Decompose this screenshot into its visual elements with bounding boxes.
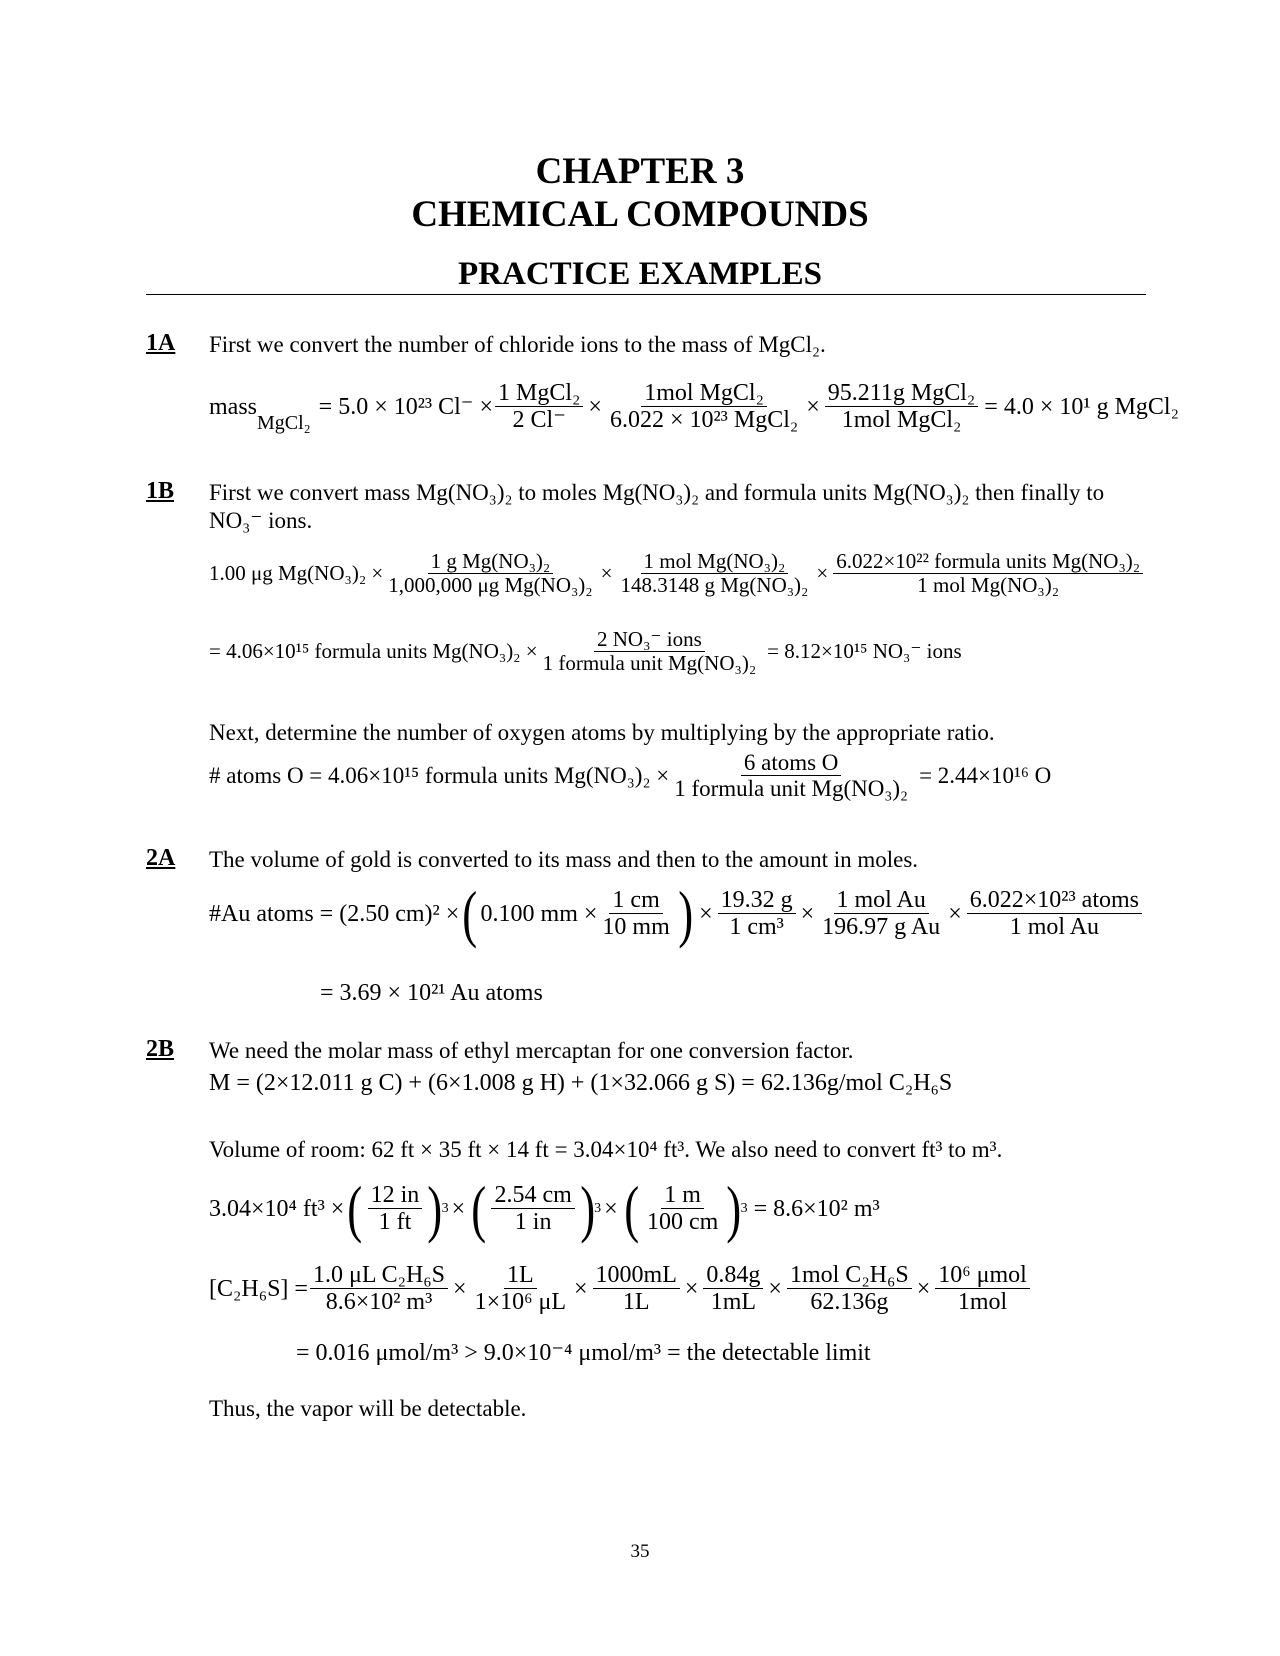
eq-1a-lhs-sub: MgCl₂ [257,411,311,434]
equation-1b-3 [209,750,1051,802]
eq-2a-start: #Au atoms = (2.50 cm)² × [209,900,460,927]
equation-2b-conversion: 3.04×10⁴ ft³ × ( $\frac{12 in}{1 ft}$ ) 3 × ( $\frac{2.54 cm}{1 in}$ ) 3 × ( $\frac{1 m}{100 cm}$ ) 3 = 8.6×10² m³ [209,1173,880,1244]
eq-2b-conc-start: [C₂H₆S] = [209,1275,308,1302]
problem-1b-intro-line1: First we convert mass Mg(NO₃)₂ to moles Mg(NO₃)₂ and formula units Mg(NO₃)₂ then finally to [209,480,1105,505]
fraction: $\frac{\text{2 NO₃⁻ ions}}{\text{1 formula unit Mg(NO₃)₂}}$ [542,627,757,676]
eq-1b-3-start: # atoms O = 4.06×10¹⁵ formula units Mg(NO₃)₂ × [209,763,670,789]
problem-label-2b: 2B [146,1036,175,1062]
fraction: $\frac{\text{1.0 μL C₂H₆S}}{\text{8.6×10² m³}}$ [310,1262,448,1316]
equation-2a: #Au atoms = (2.50 cm)² × ( 0.100 mm × $\frac{1 cm}{10 mm}$ ) × $\frac{19.32 g}{\text{1 cm³}}$ × $\frac{\text{1 mol Au}}{\text{196.97 g Au}}$ × $\frac{\text{6.022×10²³ atoms}}{\text{1 mol Au}}$ [209,885,1144,943]
fraction: $\frac{\text{6.022×10²² formula units Mg(NO₃)₂}}{\text{1 mol Mg(NO₃)₂}}$ [833,550,1143,597]
exponent: 3 [740,1201,748,1217]
fraction: $\frac{\text{1 MgCl₂}}{2 Cl^-}$ [495,380,583,434]
problem-1a-intro: First we convert the number of chloride ions to the mass of MgCl₂. [209,332,826,357]
problem-label-1b: 1B [146,478,175,504]
eq-1a-result: = 4.0 × 10¹ g MgCl₂ [984,393,1179,420]
eq-1a-lhs: mass [209,393,257,420]
fraction: $\frac{1 m}{100 cm}$ [646,1181,719,1236]
equation-2a-result: = 3.69 × 10²¹ Au atoms [320,980,543,1006]
exponent: 3 [594,1201,602,1217]
fraction: $\frac{1000mL}{1L}$ [593,1262,680,1316]
exponent: 3 [441,1201,449,1217]
eq-2b-conv-result: = 8.6×10² m³ [753,1195,880,1222]
fraction: $\frac{\text{1 mol Mg(NO₃)₂}}{\text{148.3148 g Mg(NO₃)₂}}$ [620,549,809,598]
eq-1b-2-result: = 8.12×10¹⁵ NO₃⁻ ions [767,639,962,664]
equation-2b-concentration: [C₂H₆S] = $\frac{\text{1.0 μL C₂H₆S}}{\text{8.6×10² m³}}$ × $\frac{1L}{\text{1×10⁶ μL}}$ × $\frac{1000mL}{1L}$ × $\frac{0.84g}{1mL}$ × $\frac{\text{1mol C₂H₆S}}{62.136g}$ × $\frac{\text{10⁶ μmol}}{\text{1mol}}$ [209,1262,1032,1316]
fraction: $\frac{\text{10⁶ μmol}}{\text{1mol}}$ [935,1262,1030,1316]
equation-2b-conc-result: = 0.016 μmol/m³ > 9.0×10⁻⁴ μmol/m³ = the detectable limit [296,1340,871,1366]
chapter-subtitle: CHEMICAL COMPOUNDS [411,194,869,235]
eq-2a-inner: 0.100 mm × [480,900,598,927]
eq-1b-3-result: = 2.44×10¹⁶ O [919,763,1052,789]
fraction: $\frac{\text{1mol MgCl₂}}{\text{6.022 × 10²³ MgCl₂}}$ [609,380,799,434]
fraction: $\frac{\text{1 g Mg(NO₃)₂}}{\text{1,000,000 μg Mg(NO₃)₂}}$ [388,549,593,598]
fraction: $\frac{12 in}{1 ft}$ [368,1182,423,1236]
page-number: 35 [630,1541,650,1562]
problem-2b-conclusion: Thus, the vapor will be detectable. [209,1396,527,1421]
problem-label-2a: 2A [146,845,176,871]
eq-1b-2-start: = 4.06×10¹⁵ formula units Mg(NO₃)₂ × [209,639,538,664]
equation-1b-1: 1.00 μg Mg(NO₃)₂ × $\frac{\text{1 g Mg(NO₃)₂}}{\text{1,000,000 μg Mg(NO₃)₂}}$ × $\frac{\text{1 mol Mg(NO₃)₂}}{\text{148.3148 g Mg(NO₃)₂}}$ × $\frac{\text{6.022×10²² formula units Mg(NO₃)₂}}{\text{1 mol Mg(NO₃)₂}}$ [209,550,1145,597]
fraction: $\frac{19.32 g}{\text{1 cm³}}$ [718,887,796,941]
eq-1a-start: = 5.0 × 10²³ Cl⁻ × [318,393,493,420]
heading-rule [146,294,1146,295]
problem-label-1a: 1A [146,330,176,356]
problem-1b-intro-line2: NO₃⁻ ions. [209,508,313,533]
section-heading: PRACTICE EXAMPLES [458,256,822,292]
fraction: $\frac{1 cm}{10 mm}$ [602,886,670,941]
problem-2b-volume: Volume of room: 62 ft × 35 ft × 14 ft = 3.04×10⁴ ft³. We also need to convert ft³ to m³. [209,1137,1003,1162]
problem-2b-molar-mass: M = (2×12.011 g C) + (6×1.008 g H) + (1×32.066 g S) = 62.136g/mol C₂H₆S [209,1070,953,1096]
problem-2b-intro: We need the molar mass of ethyl mercaptan for one conversion factor. [209,1038,854,1063]
fraction: $\frac{\text{6.022×10²³ atoms}}{\text{1 mol Au}}$ [967,887,1142,941]
equation-1b-2 [209,628,962,675]
eq-2b-conv-start: 3.04×10⁴ ft³ × [209,1195,345,1222]
equation-1a: mass $_{MgCl_2}$ = 5.0 × 10²³ Cl⁻ × $\frac{\text{1 MgCl₂}}{2 Cl^-}$ × $\frac{\text{1mol MgCl₂}}{\text{6.022 × 10²³ MgCl₂}}$ × $\frac{\text{95.211g MgCl₂}}{\text{1mol MgCl₂}}$ = 4.0 × 10¹ g MgCl₂ [209,380,1179,434]
left-paren: ( [462,878,478,949]
fraction: $\frac{\text{6 atoms O}}{\text{1 formula unit Mg(NO₃)₂}}$ [674,750,909,802]
problem-1b-next: Next, determine the number of oxygen atoms by multiplying by the appropriate ratio. [209,720,995,745]
fraction: $\frac{\text{1mol C₂H₆S}}{62.136g}$ [787,1262,912,1316]
right-paren: ) [677,878,693,949]
fraction: $\frac{1L}{\text{1×10⁶ μL}}$ [474,1262,566,1316]
chapter-title: CHAPTER 3 [535,151,745,192]
problem-2a-intro: The volume of gold is converted to its mass and then to the amount in moles. [209,847,919,872]
fraction: $\frac{2.54 cm}{1 in}$ [491,1182,574,1236]
fraction: $\frac{0.84g}{1mL}$ [703,1262,763,1316]
fraction: $\frac{\text{95.211g MgCl₂}}{\text{1mol MgCl₂}}$ [825,380,979,434]
fraction: $\frac{\text{1 mol Au}}{\text{196.97 g Au}}$ [822,886,941,941]
eq-1b-1-start: 1.00 μg Mg(NO₃)₂ × [209,561,384,586]
